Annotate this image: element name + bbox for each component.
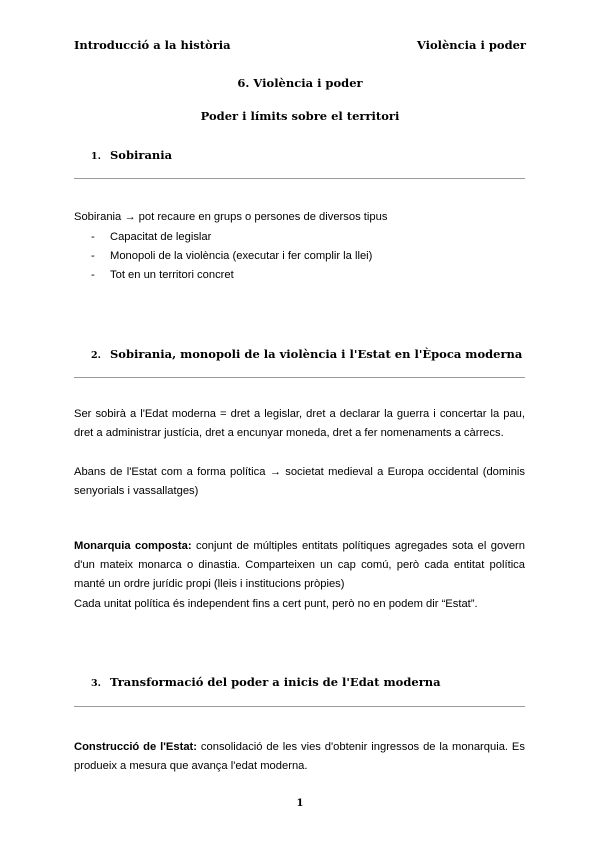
bullet-text: Monopoli de la violència (executar i fer complir la llei) <box>110 250 373 262</box>
section-3-divider <box>74 706 525 707</box>
section-2-paragraph-1: Ser sobirà a l'Edat moderna = dret a legislar, dret a declarar la guerra i concertar la pau, dret a administrar justícia, dret a encunyar moneda, dret a fer nomenaments a càrrecs. <box>74 408 525 439</box>
section-1-number: 1. <box>91 151 101 162</box>
bullet-dash: - <box>91 250 95 262</box>
section-2-number: 2. <box>91 350 101 361</box>
section-2-divider <box>74 377 525 378</box>
section-2-definition <box>74 537 525 594</box>
section-2-paragraph-2: Abans de l'Estat com a forma política → societat medieval a Europa occidental (dominis senyorials i vassallatges) <box>74 466 525 497</box>
section-1-heading <box>91 148 172 162</box>
definition-text: consolidació de les vies d'obtenir ingressos de la monarquia. Es produeix a mesura que avança l'edat moderna. <box>74 741 525 772</box>
page-subtitle: Poder i límits sobre el territori <box>200 109 400 123</box>
list-item <box>91 231 211 243</box>
bullet-dash: - <box>91 269 95 281</box>
bullet-dash: - <box>91 231 95 243</box>
definition-term: Construcció de l'Estat: <box>74 741 198 753</box>
section-3-definition <box>74 738 525 776</box>
header-left: Introducció a la història <box>74 38 231 52</box>
section-3-number: 3. <box>91 678 101 689</box>
definition-term: Monarquia composta: <box>74 540 192 552</box>
page-number: 1 <box>296 798 304 809</box>
section-1-divider <box>74 178 525 179</box>
section-1-title: Sobirania <box>110 148 173 162</box>
list-item <box>91 269 234 281</box>
section-2-paragraph-3: Cada unitat política és independent fins a cert punt, però no en podem dir “Estat”. <box>74 598 478 610</box>
list-item <box>91 250 372 262</box>
bullet-text: Capacitat de legislar <box>110 231 212 243</box>
section-2-title: Sobirania, monopoli de la violència i l'Estat en l'Època moderna <box>110 347 523 361</box>
page-title: 6. Violència i poder <box>237 76 363 90</box>
header-right: Violència i poder <box>416 38 526 52</box>
section-3-heading <box>91 675 441 689</box>
definition-text: conjunt de múltiples entitats polítiques agregades sota el govern d'un mateix monarca o dinastia. Comparteixen un cap comú, però cada entitat política manté un ordre jurídic propi (lleis i institucions pròpies) <box>74 540 525 590</box>
section-3-title: Transformació del poder a inicis de l'Edat moderna <box>110 675 441 689</box>
section-2-heading <box>91 347 522 361</box>
section-1-intro: Sobirania → pot recaure en grups o persones de diversos tipus <box>74 211 388 223</box>
bullet-text: Tot en un territori concret <box>110 269 234 281</box>
